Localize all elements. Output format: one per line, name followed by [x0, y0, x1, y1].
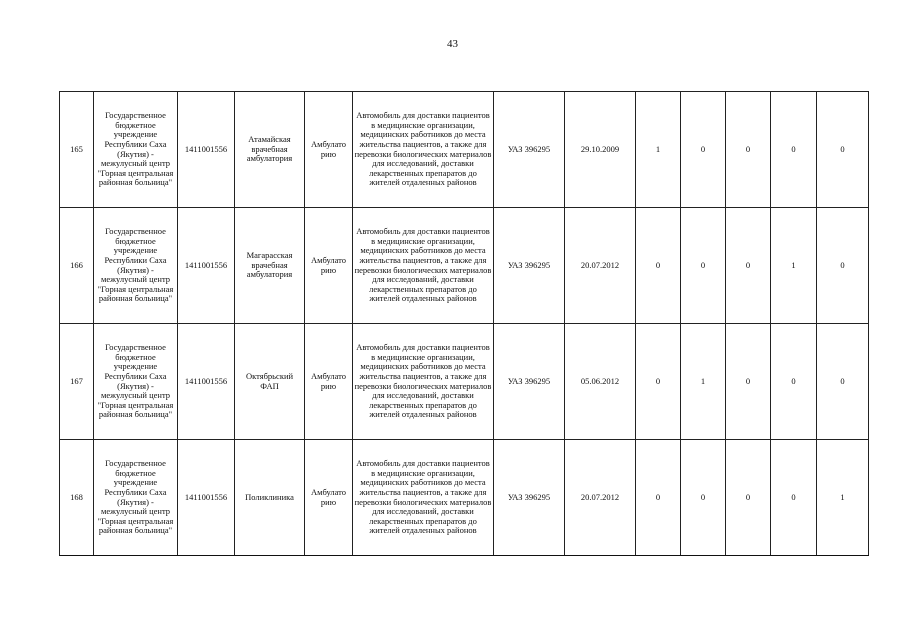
inn-cell: 1411001556	[178, 440, 235, 556]
page-number: 43	[447, 38, 458, 50]
organization-cell: Государственное бюджетное учреждение Республики Саха (Якутия) - межулусный центр "Горная центральная районная больница"	[94, 208, 178, 324]
value-cell-5: 1	[817, 440, 869, 556]
unit-cell: Магарасская врачебная амбулатория	[235, 208, 305, 324]
value-cell-1: 0	[636, 208, 681, 324]
value-cell-5: 0	[817, 324, 869, 440]
inn-cell: 1411001556	[178, 92, 235, 208]
row-number-cell: 165	[60, 92, 94, 208]
vehicle-model-cell: УАЗ 396295	[494, 92, 565, 208]
value-cell-3: 0	[726, 208, 771, 324]
table-row	[60, 92, 869, 208]
unit-cell: Атамайская врачебная амбулатория	[235, 92, 305, 208]
organization-cell: Государственное бюджетное учреждение Республики Саха (Якутия) - межулусный центр "Горная центральная районная больница"	[94, 92, 178, 208]
value-cell-2: 0	[681, 208, 726, 324]
value-cell-1: 0	[636, 324, 681, 440]
value-cell-1: 0	[636, 440, 681, 556]
value-cell-5: 0	[817, 208, 869, 324]
value-cell-3: 0	[726, 92, 771, 208]
type-cell: Амбулато рию	[305, 324, 353, 440]
vehicle-model-cell: УАЗ 396295	[494, 440, 565, 556]
inn-cell: 1411001556	[178, 208, 235, 324]
value-cell-3: 0	[726, 324, 771, 440]
type-cell: Амбулато рию	[305, 208, 353, 324]
purpose-cell: Автомобиль для доставки пациентов в медицинские организации, медицинских работников до места жительства пациентов, а также для перевозки биологических материалов для исследований, доставки лекарственных препаратов до жителей отдаленных районов	[353, 440, 494, 556]
value-cell-3: 0	[726, 440, 771, 556]
vehicle-model-cell: УАЗ 396295	[494, 208, 565, 324]
date-cell: 20.07.2012	[565, 208, 636, 324]
value-cell-5: 0	[817, 92, 869, 208]
value-cell-4: 1	[771, 208, 817, 324]
row-number-cell: 167	[60, 324, 94, 440]
organization-cell: Государственное бюджетное учреждение Республики Саха (Якутия) - межулусный центр "Горная центральная районная больница"	[94, 324, 178, 440]
unit-cell: Поликлиника	[235, 440, 305, 556]
purpose-cell: Автомобиль для доставки пациентов в медицинские организации, медицинских работников до места жительства пациентов, а также для перевозки биологических материалов для исследований, доставки лекарственных препаратов до жителей отдаленных районов	[353, 324, 494, 440]
value-cell-2: 0	[681, 440, 726, 556]
unit-cell: Октябрьский ФАП	[235, 324, 305, 440]
date-cell: 20.07.2012	[565, 440, 636, 556]
table-row	[60, 324, 869, 440]
value-cell-2: 1	[681, 324, 726, 440]
purpose-cell: Автомобиль для доставки пациентов в медицинские организации, медицинских работников до места жительства пациентов, а также для перевозки биологических материалов для исследований, доставки лекарственных препаратов до жителей отдаленных районов	[353, 208, 494, 324]
type-cell: Амбулато рию	[305, 92, 353, 208]
vehicle-model-cell: УАЗ 396295	[494, 324, 565, 440]
date-cell: 05.06.2012	[565, 324, 636, 440]
row-number-cell: 166	[60, 208, 94, 324]
table-row	[60, 440, 869, 556]
purpose-cell: Автомобиль для доставки пациентов в медицинские организации, медицинских работников до места жительства пациентов, а также для перевозки биологических материалов для исследований, доставки лекарственных препаратов до жителей отдаленных районов	[353, 92, 494, 208]
organization-cell: Государственное бюджетное учреждение Республики Саха (Якутия) - межулусный центр "Горная центральная районная больница"	[94, 440, 178, 556]
type-cell: Амбулато рию	[305, 440, 353, 556]
row-number-cell: 168	[60, 440, 94, 556]
date-cell: 29.10.2009	[565, 92, 636, 208]
value-cell-4: 0	[771, 92, 817, 208]
value-cell-1: 1	[636, 92, 681, 208]
value-cell-2: 0	[681, 92, 726, 208]
inn-cell: 1411001556	[178, 324, 235, 440]
vehicle-table	[59, 91, 869, 556]
value-cell-4: 0	[771, 440, 817, 556]
table-row	[60, 208, 869, 324]
value-cell-4: 0	[771, 324, 817, 440]
